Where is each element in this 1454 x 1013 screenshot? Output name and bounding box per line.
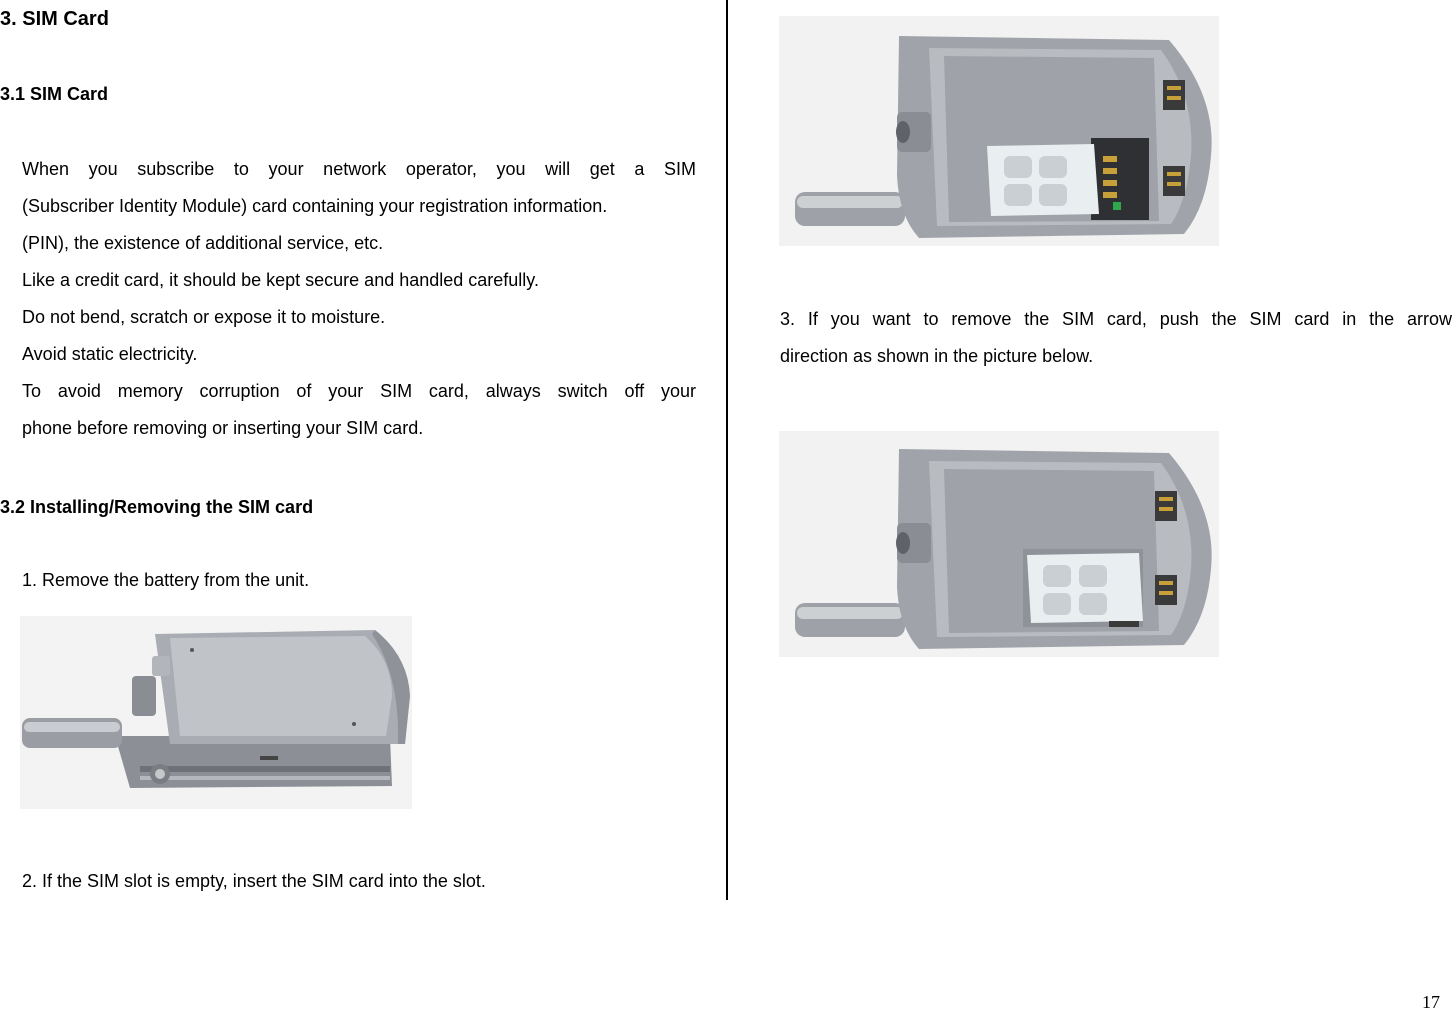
intro-line: When you subscribe to your network operator, you will get a SIM (22, 159, 696, 179)
intro-line: (Subscriber Identity Module) card containing your registration information. (22, 196, 608, 216)
column-divider (726, 0, 728, 900)
subsection-title-installing: 3.2 Installing/Removing the SIM card (0, 497, 314, 517)
step-3-text (780, 301, 1452, 375)
intro-line: (PIN), the existence of additional service, etc. (22, 233, 384, 253)
step-3-line: 3. If you want to remove the SIM card, push the SIM card in the arrow (780, 309, 1452, 329)
step-2-text: 2. If the SIM slot is empty, insert the SIM card into the slot. (22, 871, 486, 891)
intro-line: Do not bend, scratch or expose it to moisture. (22, 307, 386, 327)
sim-inserted-photo (779, 16, 1219, 246)
intro-line: Avoid static electricity. (22, 344, 198, 364)
step-3-line: direction as shown in the picture below. (780, 346, 1094, 366)
step-1-text: 1. Remove the battery from the unit. (22, 570, 310, 590)
intro-line: To avoid memory corruption of your SIM card, always switch off your (22, 381, 696, 401)
phone-battery-photo (20, 616, 412, 809)
sim-removed-photo (779, 431, 1219, 657)
section-title: 3. SIM Card (0, 8, 109, 30)
intro-line: Like a credit card, it should be kept secure and handled carefully. (22, 270, 539, 290)
page-number: 17 (1422, 992, 1440, 1012)
intro-text (22, 151, 696, 447)
subsection-title-sim-card: 3.1 SIM Card (0, 84, 109, 104)
intro-line: phone before removing or inserting your SIM card. (22, 418, 424, 438)
